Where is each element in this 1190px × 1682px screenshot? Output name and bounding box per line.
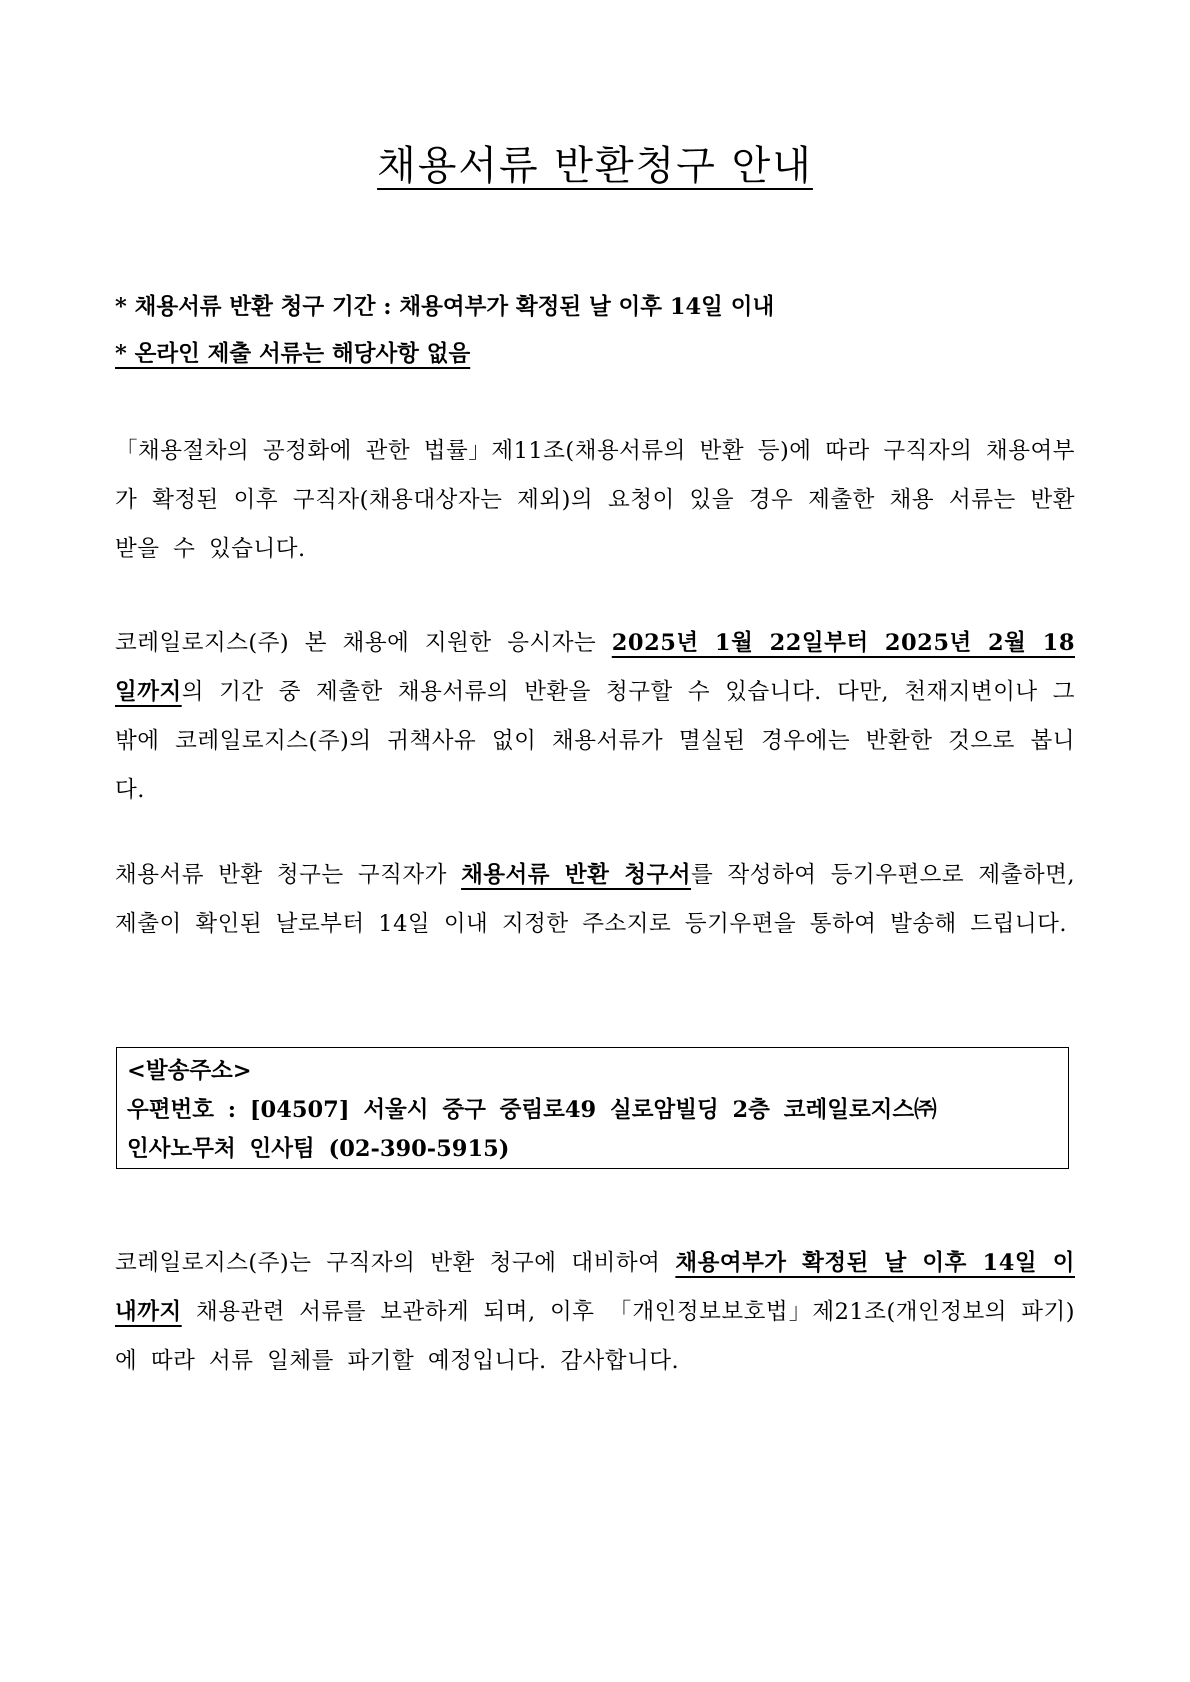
- claim-period-dates: 2025년 1월 22일부터 2025년 2월 18일까지: [115, 630, 1075, 705]
- paragraph-retention-intro: 코레일로지스(주)는 구직자의 반환 청구에 대비하여: [115, 1250, 676, 1276]
- paragraph-claim-period-rest: 의 기간 중 제출한 채용서류의 반환을 청구할 수 있습니다. 다만, 천재지변이나 그밖에 코레일로지스(주)의 귀책사유 없이 채용서류가 멸실된 경우에는 반환한 것으로 봅니다.: [115, 679, 1075, 803]
- mailing-address-box: [116, 1047, 1069, 1169]
- page-title: [0, 138, 1190, 194]
- claim-form-name: 채용서류 반환 청구서: [461, 862, 692, 888]
- paragraph-claim-method: [115, 851, 1075, 949]
- note-online-submission-text: * 온라인 제출 서류는 해당사항 없음: [115, 341, 471, 367]
- paragraph-retention-rest: 채용관련 서류를 보관하게 되며, 이후 「개인정보보호법」제21조(개인정보의 파기)에 따라 서류 일체를 파기할 예정입니다. 감사합니다.: [115, 1299, 1075, 1374]
- address-department-line: 인사노무처 인사팀 (02-390-5915): [127, 1136, 510, 1162]
- paragraph-retention: [115, 1239, 1075, 1386]
- note-claim-period: * 채용서류 반환 청구 기간 : 채용여부가 확정된 날 이후 14일 이내: [115, 294, 775, 320]
- note-online-submission: [115, 338, 1075, 370]
- paragraph-claim-method-intro: 채용서류 반환 청구는 구직자가: [115, 862, 462, 888]
- paragraph-legal-basis: 「채용절차의 공정화에 관한 법률」제11조(채용서류의 반환 등)에 따라 구직자의 채용여부가 확정된 이후 구직자(채용대상자는 제외)의 요청이 있을 경우 제출한 채용 서류는 반환받을 수 있습니다.: [115, 438, 1075, 562]
- paragraph-claim-method-rest: 를 작성하여 등기우편으로 제출하면, 제출이 확인된 날로부터 14일 이내 지정한 주소지로 등기우편을 통하여 발송해 드립니다.: [115, 862, 1075, 937]
- paragraph-claim-period: [115, 619, 1075, 815]
- paragraph-claim-period-intro: 코레일로지스(주) 본 채용에 지원한 응시자는: [115, 630, 612, 656]
- address-postal-line: 우편번호 : [04507] 서울시 중구 중림로49 실로암빌딩 2층 코레일로지스㈜: [127, 1097, 937, 1123]
- address-heading: <발송주소>: [127, 1058, 252, 1084]
- page-title-text: 채용서류 반환청구 안내: [377, 143, 813, 189]
- retention-period: 채용여부가 확정된 날 이후 14일 이내까지: [115, 1250, 1075, 1325]
